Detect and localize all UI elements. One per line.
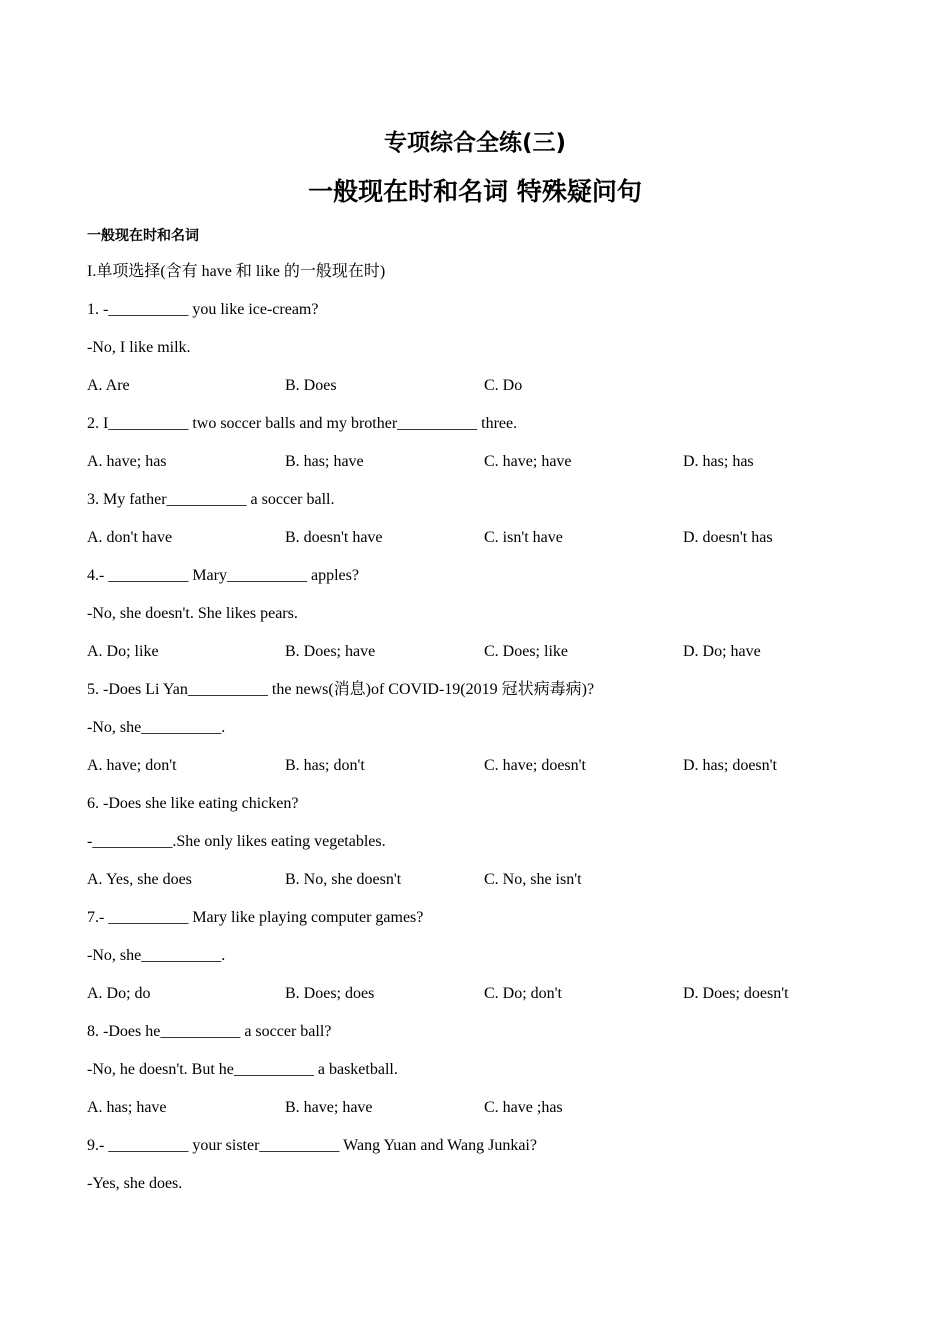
question-6-option-b[interactable]: B. No, she doesn't <box>285 871 402 888</box>
question-8-option-c[interactable]: C. have ;has <box>484 1099 563 1116</box>
question-5-line-2: -No, she__________. <box>87 719 226 736</box>
question-8-option-a[interactable]: A. has; have <box>87 1099 167 1116</box>
question-6-line-2: -__________.She only likes eating vegetables. <box>87 833 386 850</box>
section-heading: 一般现在时和名词 <box>87 228 199 244</box>
question-1-line-2: -No, I like milk. <box>87 339 191 356</box>
question-1-line-1: 1. -__________ you like ice-cream? <box>87 301 319 318</box>
question-7-option-b[interactable]: B. Does; does <box>285 985 375 1002</box>
question-7-line-2: -No, she__________. <box>87 947 226 964</box>
question-8-line-2: -No, he doesn't. But he__________ a basketball. <box>87 1061 398 1078</box>
question-7-option-c[interactable]: C. Do; don't <box>484 985 562 1002</box>
question-5-option-a[interactable]: A. have; don't <box>87 757 177 774</box>
question-8-option-b[interactable]: B. have; have <box>285 1099 373 1116</box>
question-3-line-1: 3. My father__________ a soccer ball. <box>87 491 335 508</box>
page-subtitle: 一般现在时和名词 特殊疑问句 <box>308 177 642 206</box>
question-5-option-d[interactable]: D. has; doesn't <box>683 757 777 774</box>
question-6-line-1: 6. -Does she like eating chicken? <box>87 795 299 812</box>
question-2-line-1: 2. I__________ two soccer balls and my brother__________ three. <box>87 415 518 432</box>
question-3-option-a[interactable]: A. don't have <box>87 529 173 546</box>
question-3-option-d[interactable]: D. doesn't has <box>683 529 773 546</box>
question-5-option-b[interactable]: B. has; don't <box>285 757 365 774</box>
question-7-option-a[interactable]: A. Do; do <box>87 985 151 1002</box>
question-7-option-d[interactable]: D. Does; doesn't <box>683 985 789 1002</box>
question-3-option-b[interactable]: B. doesn't have <box>285 529 383 546</box>
question-9-line-1: 9.- __________ your sister__________ Wang Yuan and Wang Junkai? <box>87 1137 537 1154</box>
question-6-option-a[interactable]: A. Yes, she does <box>87 871 192 888</box>
question-2-option-b[interactable]: B. has; have <box>285 453 364 470</box>
question-5-option-c[interactable]: C. have; doesn't <box>484 757 586 774</box>
question-9-line-2: -Yes, she does. <box>87 1175 183 1192</box>
question-1-option-a[interactable]: A. Are <box>87 377 130 394</box>
question-3-option-c[interactable]: C. isn't have <box>484 529 563 546</box>
question-4-option-a[interactable]: A. Do; like <box>87 643 159 660</box>
page-title: 专项综合全练(三) <box>383 130 567 156</box>
question-2-option-a[interactable]: A. have; has <box>87 453 167 470</box>
question-7-line-1: 7.- __________ Mary like playing computer games? <box>87 909 424 926</box>
question-4-line-1: 4.- __________ Mary__________ apples? <box>87 567 359 584</box>
question-5-line-1: 5. -Does Li Yan__________ the news(消息)of COVID-19(2019 冠状病毒病)? <box>87 681 595 698</box>
question-4-line-2: -No, she doesn't. She likes pears. <box>87 605 298 622</box>
question-4-option-d[interactable]: D. Do; have <box>683 643 761 660</box>
question-4-option-b[interactable]: B. Does; have <box>285 643 376 660</box>
question-1-option-c[interactable]: C. Do <box>484 377 523 394</box>
question-2-option-d[interactable]: D. has; has <box>683 453 754 470</box>
question-8-line-1: 8. -Does he__________ a soccer ball? <box>87 1023 332 1040</box>
question-2-option-c[interactable]: C. have; have <box>484 453 572 470</box>
part-title: I.单项选择(含有 have 和 like 的一般现在时) <box>87 263 386 280</box>
question-4-option-c[interactable]: C. Does; like <box>484 643 568 660</box>
question-1-option-b[interactable]: B. Does <box>285 377 337 394</box>
question-6-option-c[interactable]: C. No, she isn't <box>484 871 582 888</box>
